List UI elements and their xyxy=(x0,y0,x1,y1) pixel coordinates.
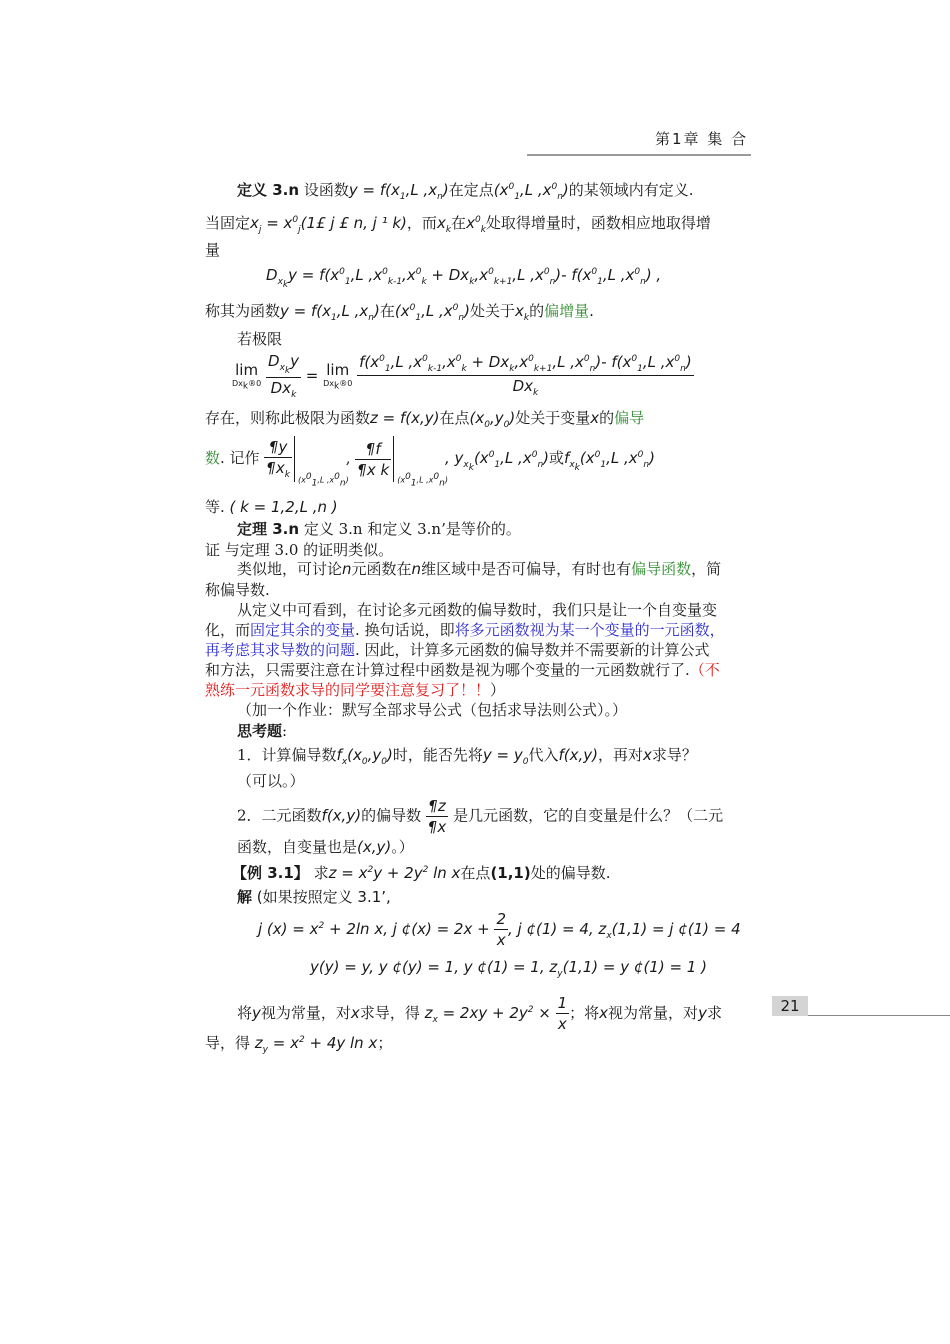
notation-line: 数. 记作 $\frac{\P y}{\P x_k}$ ($x^0_1,L$ $,x^0_n$) , $\frac{\P f}{\text{¶x k}}$ ($x^0_1,L$ $,x^0_n$) , $y_{x_k}(x^0_1,L$ $,x^0_n$)或$f_{x_k}(x^0_1,L$ $,x^0_n$) xyxy=(205,438,655,488)
notation-y-xk: , $y_{x_k}(x^0_1,L$ $,x^0_n$) xyxy=(444,449,550,473)
think-label: 思考题 xyxy=(237,722,283,740)
q2-xy: (x,y) xyxy=(357,838,392,856)
para1-l4b: （不 xyxy=(689,661,720,679)
q1-text-c: 代入 xyxy=(528,746,559,764)
function-expression: $y = f(x_1,L$ $,x_n$) xyxy=(348,181,449,202)
definition-label: 定义 3.n xyxy=(237,181,300,199)
treat-y-1: 将 xyxy=(237,1004,253,1022)
q1-text-e: 求导？ xyxy=(651,746,697,764)
deriv-get: 导，得 xyxy=(205,1034,251,1052)
similarly-text-4: ，简 xyxy=(691,560,722,578)
para1-line-3 xyxy=(205,639,710,660)
psi-derivation: y(y) = y, y ¢(y) = 1, y ¢(1) = 1, $z_y(1,1) = y$ ¢(1) = 1 ) xyxy=(310,958,707,979)
theorem-text: 定义 3.n 和定义 3.n’是等价的。 xyxy=(303,520,521,538)
solution-line xyxy=(237,886,391,907)
treat-x-2: 视为常量，对 xyxy=(608,1004,699,1022)
if-limit-text: 若极限 xyxy=(237,330,283,348)
theorem-line xyxy=(237,518,521,539)
solution-label: 解 xyxy=(237,888,253,906)
fixed-point: ($x^0_1,L$ $,x^0_n$) xyxy=(493,181,569,202)
question-2 xyxy=(237,797,723,836)
para1-l5b: ） xyxy=(490,681,506,699)
notation-df-dxk: $\frac{\P f}{\text{¶x k}}$ xyxy=(357,439,390,479)
chapter-header: 第1章 集 合 xyxy=(655,130,749,148)
example-line xyxy=(232,862,611,883)
var-xk0: $x^0_k$ xyxy=(466,214,486,235)
var-x-2: x xyxy=(350,1004,360,1022)
called-text-4: 的 xyxy=(529,302,545,320)
q2-text-b: 的偏导数 xyxy=(361,806,422,825)
exists-text-3: 处关于变量 xyxy=(515,409,591,427)
zy-line xyxy=(205,1032,392,1055)
consider-derivative: 再考虑其求导数的问题 xyxy=(205,641,356,659)
example-text-3: 处的偏导数. xyxy=(530,864,611,882)
zy-result: $z_y = x^2 + 4y$ ln x xyxy=(254,1034,378,1055)
var-n-2: n xyxy=(411,560,422,578)
treat-line xyxy=(237,994,722,1033)
definition-text-3: 的某领域内有定义. xyxy=(568,181,694,199)
etc-text: 等. xyxy=(205,498,225,516)
called-text-2: 在 xyxy=(379,302,395,320)
limit-formula: lim $Dx_k®0$ $\frac{D_{x_k}y}{Dx_k}$ = lim $Dx_k®0$ $\frac{f(x^0_1,L ,x^0_{k-1},x^0_k + Dx_k,x^0_{k+1},L ,x^0_n)- f(x^0_1,L ,x^0_n)}{Dx_k}$ xyxy=(232,352,692,400)
q1-text-a: 1．计算偏导数 xyxy=(237,746,337,764)
treat-y-3: 求导，得 xyxy=(359,1004,420,1022)
partial-derivative-term-b: 数 xyxy=(205,449,221,467)
fix-condition: $x_j$ = $x^0_j(1£$ j £ n, j ¹ k) xyxy=(250,214,407,235)
header-rule xyxy=(527,154,751,156)
q1-fxy: f(x,y) xyxy=(558,746,599,764)
q2-answer xyxy=(237,836,414,857)
notation-f-xk: $f_{x_k}(x^0_1,L$ $,x^0_n$) xyxy=(564,449,655,473)
similarly-text-2: 元函数在 xyxy=(351,560,412,578)
exists-text-2: 在点 xyxy=(439,409,470,427)
q2-text-a: 2．二元函数 xyxy=(237,806,322,825)
think-line xyxy=(237,720,287,741)
phi-derivation: j $(x) = x^2 + 2\ln$ x, j ¢(x) = 2x + $\frac{2}{x}$ , j ¢(1) = 4, $z_x(1,1) = j$ ¢(1) = 4 xyxy=(258,910,741,949)
theorem-label: 定理 3.n xyxy=(237,520,300,538)
para1-line-2 xyxy=(205,619,725,640)
fix-text-5: 量 xyxy=(205,241,221,259)
q1-text-d: ，再对 xyxy=(598,746,644,764)
fix-text-1: 当固定 xyxy=(205,214,251,232)
q1-text-b: 时，能否先将 xyxy=(392,746,483,764)
partial-derivative-term-a: 偏导 xyxy=(614,409,645,427)
q2-text-d: 函数，自变量也是 xyxy=(237,838,358,856)
partial-increment-formula: $D_{x_k}y = f(x^0_1,L$ $,x^0_{k-1},x^0_k + Dx_k,x^0_{k+1},L$ $,x^0_n)-$ $f(x^0_1,L$ $,x^0_n$) , xyxy=(266,266,662,290)
para1-l4a: 和方法，只需要注意在计算过程中函数是视为哪个变量的一元函数就行了. xyxy=(205,661,690,679)
q1-answer: （可以。） xyxy=(237,772,305,790)
example-function: $z = x^2y + 2y^2$ ln x xyxy=(328,864,461,882)
similarly-line xyxy=(237,558,721,579)
treat-x-1: ；将 xyxy=(569,1004,600,1022)
etc-line xyxy=(205,496,338,517)
var-y: y xyxy=(252,1004,261,1022)
var-xk: $x_k$ xyxy=(436,214,452,235)
called-line xyxy=(205,300,594,323)
fix-text-4: 处取得增量时，函数相应地取得增 xyxy=(485,214,711,232)
exists-line xyxy=(205,407,644,430)
or-text: 或 xyxy=(549,449,565,467)
question-1 xyxy=(237,744,697,767)
called-text-3: 处关于 xyxy=(469,302,515,320)
var-x-3: x xyxy=(599,1004,609,1022)
example-point: (1,1) xyxy=(490,864,531,882)
exists-text-4: 的 xyxy=(599,409,615,427)
q2-text-c: 是几元函数，它的自变量是什么？（二元 xyxy=(453,806,724,825)
z-function: z = f(x,y) xyxy=(370,409,440,427)
q2-text-e: 。） xyxy=(391,838,414,856)
treat-x-3: 求 xyxy=(706,1004,722,1022)
definition-text-1: 设函数 xyxy=(303,181,349,199)
definition-line xyxy=(237,179,694,202)
para1-line-1: 从定义中可看到，在讨论多元函数的偏导数时，我们只是让一个自变量变 xyxy=(237,601,718,619)
page-number-rule xyxy=(808,1015,950,1016)
para1-line-5 xyxy=(205,679,505,700)
example-label: 【例 3.1】 xyxy=(232,864,309,882)
treat-y-2: 视为常量，对 xyxy=(260,1004,351,1022)
page-number: 21 xyxy=(772,996,808,1016)
fix-text-3: 在 xyxy=(451,214,467,232)
definition-text-2: 在定点 xyxy=(448,181,494,199)
notation-dy-dxk: $\frac{\P y}{\P x_k}$ xyxy=(266,438,290,480)
var-x: x xyxy=(590,409,600,427)
k-range: ( k = 1,2,L ,n ) xyxy=(224,498,338,516)
review-warning: 熟练一元函数求导的同学要注意复习了！！ xyxy=(205,681,491,699)
partial-function-term: 偏导函数 xyxy=(631,560,692,578)
q2-dz-dx: $\frac{\P z}{\P x}$ xyxy=(427,797,447,836)
proof-text: 证 与定理 3.0 的证明类似。 xyxy=(205,541,394,559)
similarly-text-3: 维区域中是否可偏导，有时也有 xyxy=(421,560,632,578)
q1-fx: $f_x(x_0,y_0)$ xyxy=(336,746,393,767)
fix-other-vars: 固定其余的变量 xyxy=(250,621,356,639)
point-expression: ($x^0_1,L$ $,x^0_n$) xyxy=(394,302,470,323)
example-text-2: 在点 xyxy=(460,864,491,882)
homework-note: （加一个作业：默写全部求导公式（包括求导法则公式）。） xyxy=(237,701,628,719)
semicolon: ； xyxy=(377,1034,393,1052)
called-text-1: 称其为函数 xyxy=(205,302,281,320)
para1-l2a: 化，而 xyxy=(205,621,251,639)
called-period: . xyxy=(589,302,594,320)
function-expression-2: $y = f(x_1,L$ $,x_n$) xyxy=(280,302,380,323)
var-y-2: y xyxy=(698,1004,707,1022)
example-text-1: 求 xyxy=(313,864,329,882)
think-colon: : xyxy=(282,722,288,740)
solution-text: (如果按照定义 3.1’, xyxy=(256,888,391,906)
fix-text-2: ，而 xyxy=(406,214,437,232)
view-as-single-var: 将多元函数视为某一个变量的一元函数， xyxy=(454,621,725,639)
exists-text-1: 存在，则称此极限为函数 xyxy=(205,409,371,427)
q2-fxy: f(x,y) xyxy=(321,806,362,825)
para1-l2c: . 换句话说，即 xyxy=(355,621,455,639)
partial-increment-term: 偏增量 xyxy=(544,302,590,320)
para1-l3b: . 因此，计算多元函数的偏导数并不需要新的计算公式 xyxy=(355,641,710,659)
q1-x: x xyxy=(643,746,652,764)
var-n: n xyxy=(342,560,352,578)
point-x0y0: $(x_0,y_0)$ xyxy=(469,409,516,430)
q1-y-eq: $y = y_0$ xyxy=(482,746,529,767)
similarly-text-1: 类似地，可讨论 xyxy=(237,560,343,578)
zx-result: $z_x = 2xy + 2y^2$ × $\frac{1}{x}$ xyxy=(424,994,568,1033)
denote-text: . 记作 xyxy=(220,449,260,467)
para1-line-4 xyxy=(205,659,720,680)
var-xk-2: $x_k$ xyxy=(514,302,530,323)
fix-line xyxy=(205,212,711,235)
similarly-text-5: 称偏导数. xyxy=(205,581,270,599)
